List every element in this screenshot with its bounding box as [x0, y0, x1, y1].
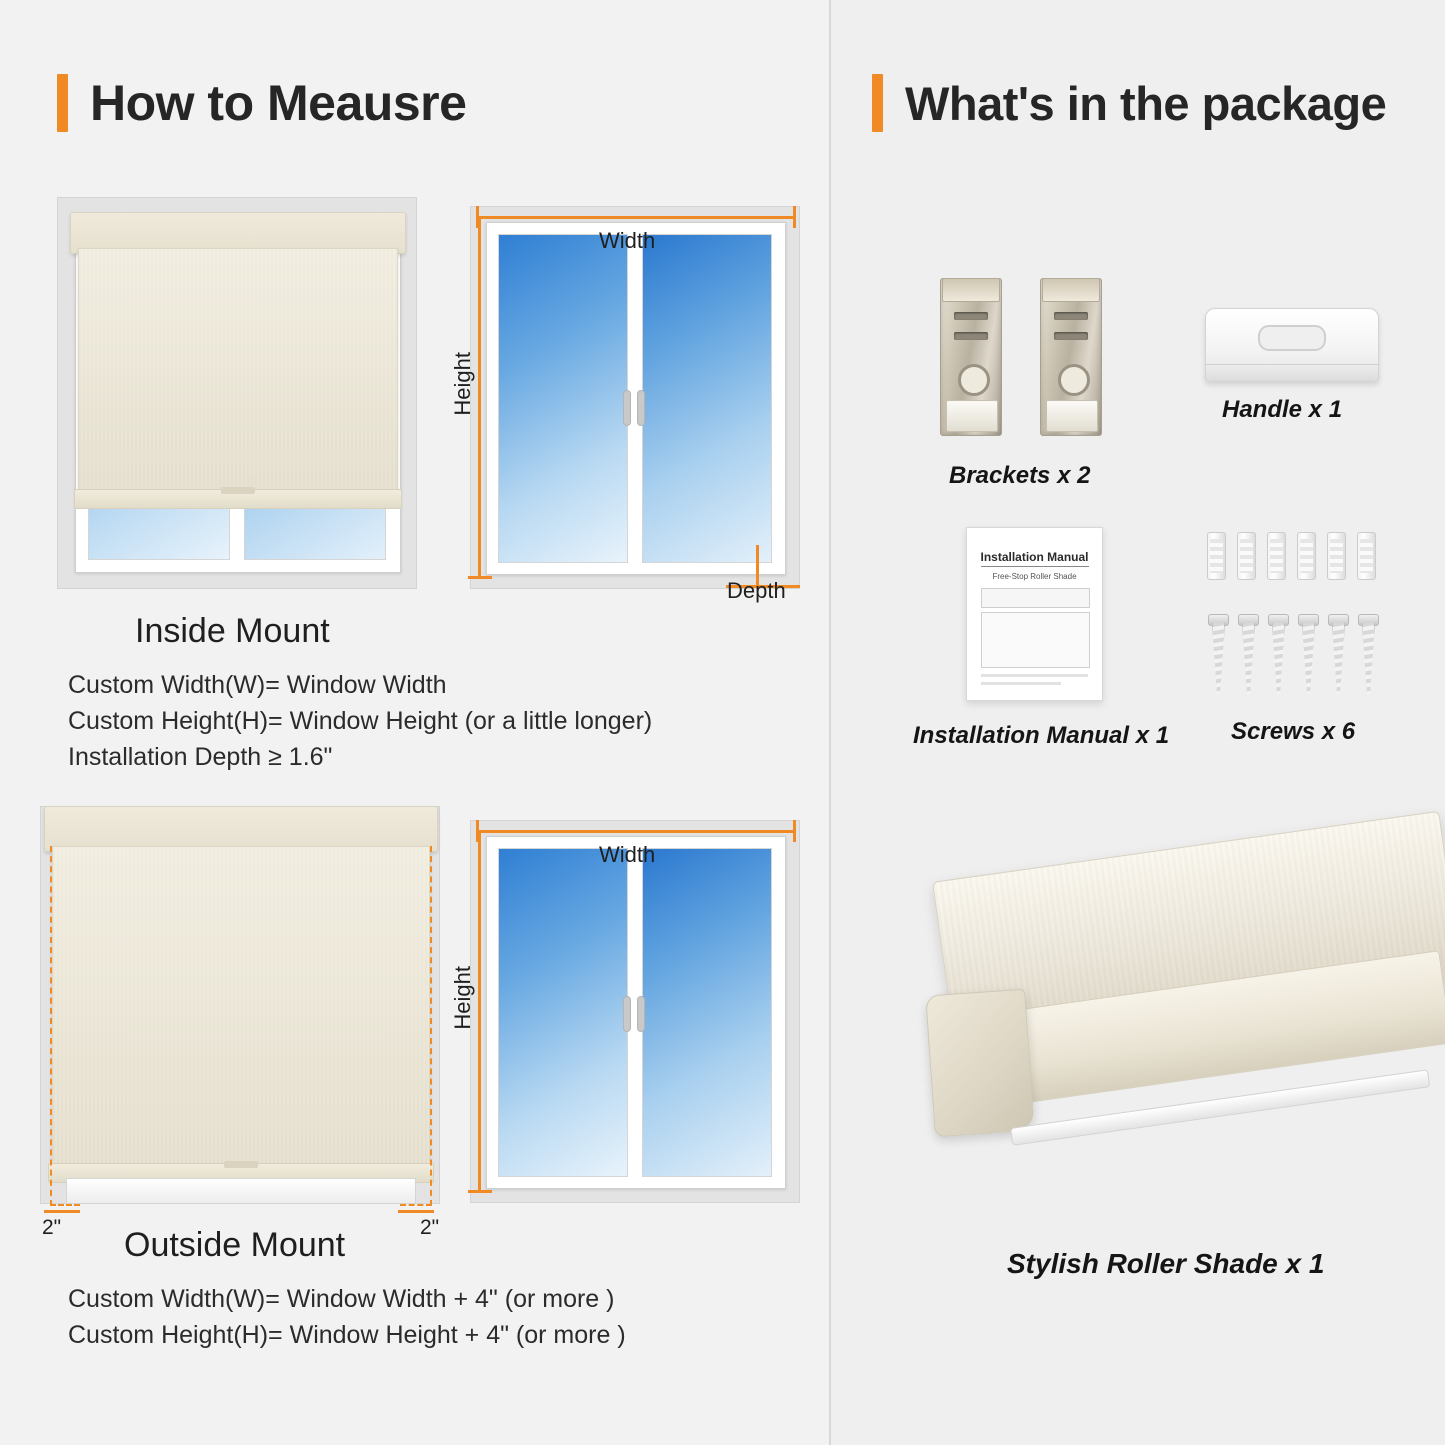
screw-2 — [1240, 614, 1255, 694]
roller-shade-photo — [880, 860, 1440, 1240]
handle-part — [1205, 308, 1379, 382]
screw-2-shaft — [1242, 623, 1255, 694]
inside-mount-title: Inside Mount — [135, 612, 330, 650]
wall-anchor-5 — [1327, 532, 1346, 580]
height-label-inside: Height — [450, 352, 475, 416]
offset-label-right: 2" — [420, 1216, 440, 1239]
width-mark-inside — [476, 216, 796, 219]
manual-line-2 — [981, 682, 1061, 685]
height-mark-inside — [478, 216, 481, 579]
inside-line-3: Installation Depth ≥ 1.6" — [68, 743, 333, 771]
handle-label: Handle x 1 — [1222, 396, 1343, 423]
height-tick-bottom-inside — [468, 576, 492, 579]
measure-handle-right — [638, 391, 644, 425]
left-heading — [57, 74, 466, 132]
height-tick-bottom-outside — [468, 1190, 492, 1193]
height-mark-outside — [478, 830, 481, 1193]
measure-sash-left — [498, 234, 628, 563]
shade-pull-nub-inside — [221, 487, 255, 494]
roller-shade-end-cap — [925, 989, 1035, 1138]
screw-6-shaft — [1362, 623, 1375, 694]
measure-window-inside — [486, 222, 786, 575]
manual-line-1 — [981, 674, 1088, 677]
bracket-1-top — [942, 278, 1000, 302]
offset-label-left: 2" — [42, 1216, 62, 1239]
window-sill-outside — [66, 1178, 416, 1204]
manual-row-1 — [981, 588, 1090, 608]
measure-glass-right-outside — [643, 849, 771, 1176]
measure-sash-left-outside — [498, 848, 628, 1177]
measure-handle-right-outside — [638, 997, 644, 1031]
outside-mount-title: Outside Mount — [124, 1226, 346, 1264]
bracket-1-tab — [946, 400, 998, 432]
measure-glass-right — [643, 235, 771, 562]
screw-3-shaft — [1272, 623, 1285, 694]
screw-5 — [1330, 614, 1345, 694]
wall-anchor-4 — [1297, 532, 1316, 580]
measure-glass-left — [499, 235, 627, 562]
bracket-2-ring — [1058, 364, 1090, 396]
bracket-2-slot-b — [1054, 332, 1088, 340]
guide-right-outside — [430, 846, 432, 1206]
roller-shade-label: Stylish Roller Shade x 1 — [1007, 1248, 1325, 1279]
panel-divider — [829, 0, 831, 1445]
depth-label-inside: Depth — [727, 578, 786, 603]
shade-bottom-rail-inside — [74, 489, 402, 509]
handle-lip — [1206, 364, 1378, 381]
wall-anchor-3 — [1267, 532, 1286, 580]
bracket-1-slot-b — [954, 332, 988, 340]
right-heading-text: What's in the package — [905, 76, 1387, 130]
measure-sash-right-outside — [642, 848, 772, 1177]
guide-bottom-left-outside — [50, 1204, 80, 1206]
inside-line-1: Custom Width(W)= Window Width — [68, 671, 447, 699]
left-heading-text: How to Meausre — [90, 75, 467, 131]
width-label-outside: Width — [599, 842, 656, 867]
inside-line-2: Custom Height(H)= Window Height (or a little longer) — [68, 707, 653, 735]
screws-label: Screws x 6 — [1231, 718, 1356, 745]
width-mark-outside — [476, 830, 796, 833]
measure-window-outside — [486, 836, 786, 1189]
brackets-label: Brackets x 2 — [949, 462, 1091, 489]
width-label-inside: Width — [599, 228, 656, 253]
width-tick-right-outside — [793, 820, 796, 842]
manual-label: Installation Manual x 1 — [913, 722, 1170, 749]
manual-subtitle: Free-Stop Roller Shade — [992, 572, 1077, 581]
measure-glass-left-outside — [499, 849, 627, 1176]
shade-fabric-outside — [52, 846, 430, 1170]
screw-5-shaft — [1332, 623, 1345, 694]
guide-left-outside — [50, 846, 52, 1206]
handle-grip — [1258, 325, 1326, 351]
shade-fabric-inside — [78, 248, 398, 495]
screw-1-shaft — [1212, 623, 1225, 694]
bracket-1 — [940, 278, 1002, 436]
screw-1 — [1210, 614, 1225, 694]
wall-anchor-2 — [1237, 532, 1256, 580]
manual-figure — [981, 612, 1090, 668]
screw-4 — [1300, 614, 1315, 694]
screw-3 — [1270, 614, 1285, 694]
wall-anchor-1 — [1207, 532, 1226, 580]
offset-mark-right — [398, 1210, 434, 1213]
bracket-2-tab — [1046, 400, 1098, 432]
measure-handle-left-outside — [624, 997, 630, 1031]
bracket-1-ring — [958, 364, 990, 396]
bracket-2-slot-a — [1054, 312, 1088, 320]
screw-6 — [1360, 614, 1375, 694]
accent-bar-icon — [57, 74, 68, 132]
screw-4-shaft — [1302, 623, 1315, 694]
guide-bottom-right-outside — [400, 1204, 432, 1206]
manual-title: Installation Manual — [980, 550, 1088, 567]
bracket-2-top — [1042, 278, 1100, 302]
bracket-2 — [1040, 278, 1102, 436]
measure-sash-right — [642, 234, 772, 563]
width-tick-right-inside — [793, 206, 796, 228]
accent-bar-icon-right — [872, 74, 883, 132]
measure-handle-left — [624, 391, 630, 425]
offset-mark-left — [44, 1210, 80, 1213]
manual-booklet — [966, 527, 1103, 701]
bracket-1-slot-a — [954, 312, 988, 320]
right-heading — [872, 74, 1386, 132]
outside-line-2: Custom Height(H)= Window Height + 4" (or more ) — [68, 1321, 626, 1349]
outside-line-1: Custom Width(W)= Window Width + 4" (or more ) — [68, 1285, 615, 1313]
wall-anchor-6 — [1357, 532, 1376, 580]
height-label-outside: Height — [450, 966, 475, 1030]
shade-pull-nub-outside — [224, 1161, 258, 1168]
